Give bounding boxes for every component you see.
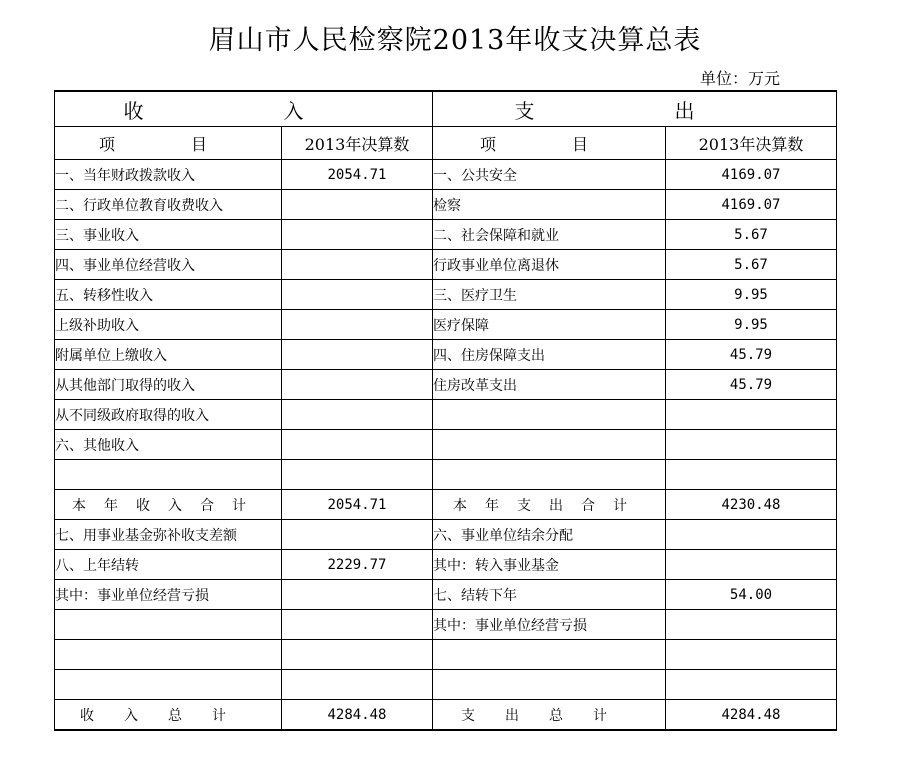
expense-subtotal-amount: 4230.48 (666, 490, 837, 520)
expense-item-header: 项 目 (433, 127, 666, 160)
table-row (55, 520, 837, 550)
unit-label: 单位：万元 (700, 69, 781, 88)
table-row (55, 610, 837, 640)
expense-amount (666, 520, 837, 550)
expense-amount (666, 640, 837, 670)
income-amount: 2054.71 (282, 160, 433, 190)
income-item: 八、上年结转 (55, 550, 282, 580)
income-subtotal-amount: 2054.71 (282, 490, 433, 520)
expense-amount: 4169.07 (666, 190, 837, 220)
income-total-amount: 4284.48 (282, 700, 433, 731)
table-row (55, 670, 837, 700)
income-amount (282, 280, 433, 310)
income-amount (282, 460, 433, 490)
income-item: 其中：事业单位经营亏损 (55, 580, 282, 610)
expense-subtotal-label: 本年支出合计 (433, 490, 666, 520)
table-row (55, 190, 837, 220)
expense-item: 检察 (433, 190, 666, 220)
income-amount (282, 610, 433, 640)
income-item: 七、用事业基金弥补收支差额 (55, 520, 282, 550)
income-item: 三、事业收入 (55, 220, 282, 250)
income-item: 从不同级政府取得的收入 (55, 400, 282, 430)
expense-amount: 45.79 (666, 370, 837, 400)
income-item (55, 670, 282, 700)
income-amount (282, 430, 433, 460)
income-amount: 2229.77 (282, 550, 433, 580)
expense-amount: 45.79 (666, 340, 837, 370)
income-item: 六、其他收入 (55, 430, 282, 460)
income-amount (282, 520, 433, 550)
column-header-row (55, 127, 837, 160)
income-item: 二、行政单位教育收费收入 (55, 190, 282, 220)
expense-item: 四、住房保障支出 (433, 340, 666, 370)
expense-amount: 9.95 (666, 310, 837, 340)
income-amount (282, 220, 433, 250)
page-title: 眉山市人民检察院2013年收支决算总表 (208, 25, 702, 56)
expense-amount: 54.00 (666, 580, 837, 610)
expense-item: 医疗保障 (433, 310, 666, 340)
table-row (55, 400, 837, 430)
income-amount (282, 190, 433, 220)
income-section-header: 收 入 (55, 91, 433, 127)
table-row (55, 220, 837, 250)
income-amount-header: 2013年决算数 (282, 127, 433, 160)
section-header-row (55, 91, 837, 127)
expense-amount (666, 430, 837, 460)
income-amount (282, 250, 433, 280)
income-amount (282, 340, 433, 370)
table-row (55, 430, 837, 460)
expense-total-amount: 4284.48 (666, 700, 837, 731)
expense-amount (666, 610, 837, 640)
income-amount (282, 670, 433, 700)
expense-item: 七、结转下年 (433, 580, 666, 610)
table-row (55, 160, 837, 190)
income-item (55, 640, 282, 670)
expense-item (433, 670, 666, 700)
table-row (55, 250, 837, 280)
expense-item: 二、社会保障和就业 (433, 220, 666, 250)
table-row (55, 640, 837, 670)
expense-item: 一、公共安全 (433, 160, 666, 190)
table-row (55, 370, 837, 400)
expense-item (433, 460, 666, 490)
expense-item (433, 430, 666, 460)
income-total-label: 收入总计 (55, 700, 282, 731)
subtotal-row (55, 490, 837, 520)
expense-total-label: 支出总计 (433, 700, 666, 731)
income-amount (282, 640, 433, 670)
expense-item: 其中：转入事业基金 (433, 550, 666, 580)
expense-amount-header: 2013年决算数 (666, 127, 837, 160)
grand-total-row (55, 700, 837, 731)
income-amount (282, 370, 433, 400)
income-item: 五、转移性收入 (55, 280, 282, 310)
table-row (55, 580, 837, 610)
income-item (55, 460, 282, 490)
expense-item (433, 400, 666, 430)
expense-amount (666, 460, 837, 490)
expense-section-header: 支 出 (433, 91, 837, 127)
income-item: 附属单位上缴收入 (55, 340, 282, 370)
income-item-header: 项 目 (55, 127, 282, 160)
expense-amount: 4169.07 (666, 160, 837, 190)
table-row (55, 550, 837, 580)
table-row (55, 340, 837, 370)
income-amount (282, 310, 433, 340)
table-row (55, 310, 837, 340)
table-row (55, 280, 837, 310)
income-item: 四、事业单位经营收入 (55, 250, 282, 280)
expense-amount: 9.95 (666, 280, 837, 310)
budget-table (54, 90, 837, 731)
expense-amount (666, 670, 837, 700)
income-item: 上级补助收入 (55, 310, 282, 340)
income-amount (282, 580, 433, 610)
table-row (55, 460, 837, 490)
expense-item: 住房改革支出 (433, 370, 666, 400)
expense-amount: 5.67 (666, 220, 837, 250)
expense-item: 三、医疗卫生 (433, 280, 666, 310)
income-item: 一、当年财政拨款收入 (55, 160, 282, 190)
expense-item: 行政事业单位离退休 (433, 250, 666, 280)
expense-item: 其中：事业单位经营亏损 (433, 610, 666, 640)
income-item: 从其他部门取得的收入 (55, 370, 282, 400)
income-amount (282, 400, 433, 430)
income-item (55, 610, 282, 640)
expense-amount (666, 400, 837, 430)
expense-item (433, 640, 666, 670)
expense-item: 六、事业单位结余分配 (433, 520, 666, 550)
expense-amount: 5.67 (666, 250, 837, 280)
income-subtotal-label: 本年收入合计 (55, 490, 282, 520)
expense-amount (666, 550, 837, 580)
